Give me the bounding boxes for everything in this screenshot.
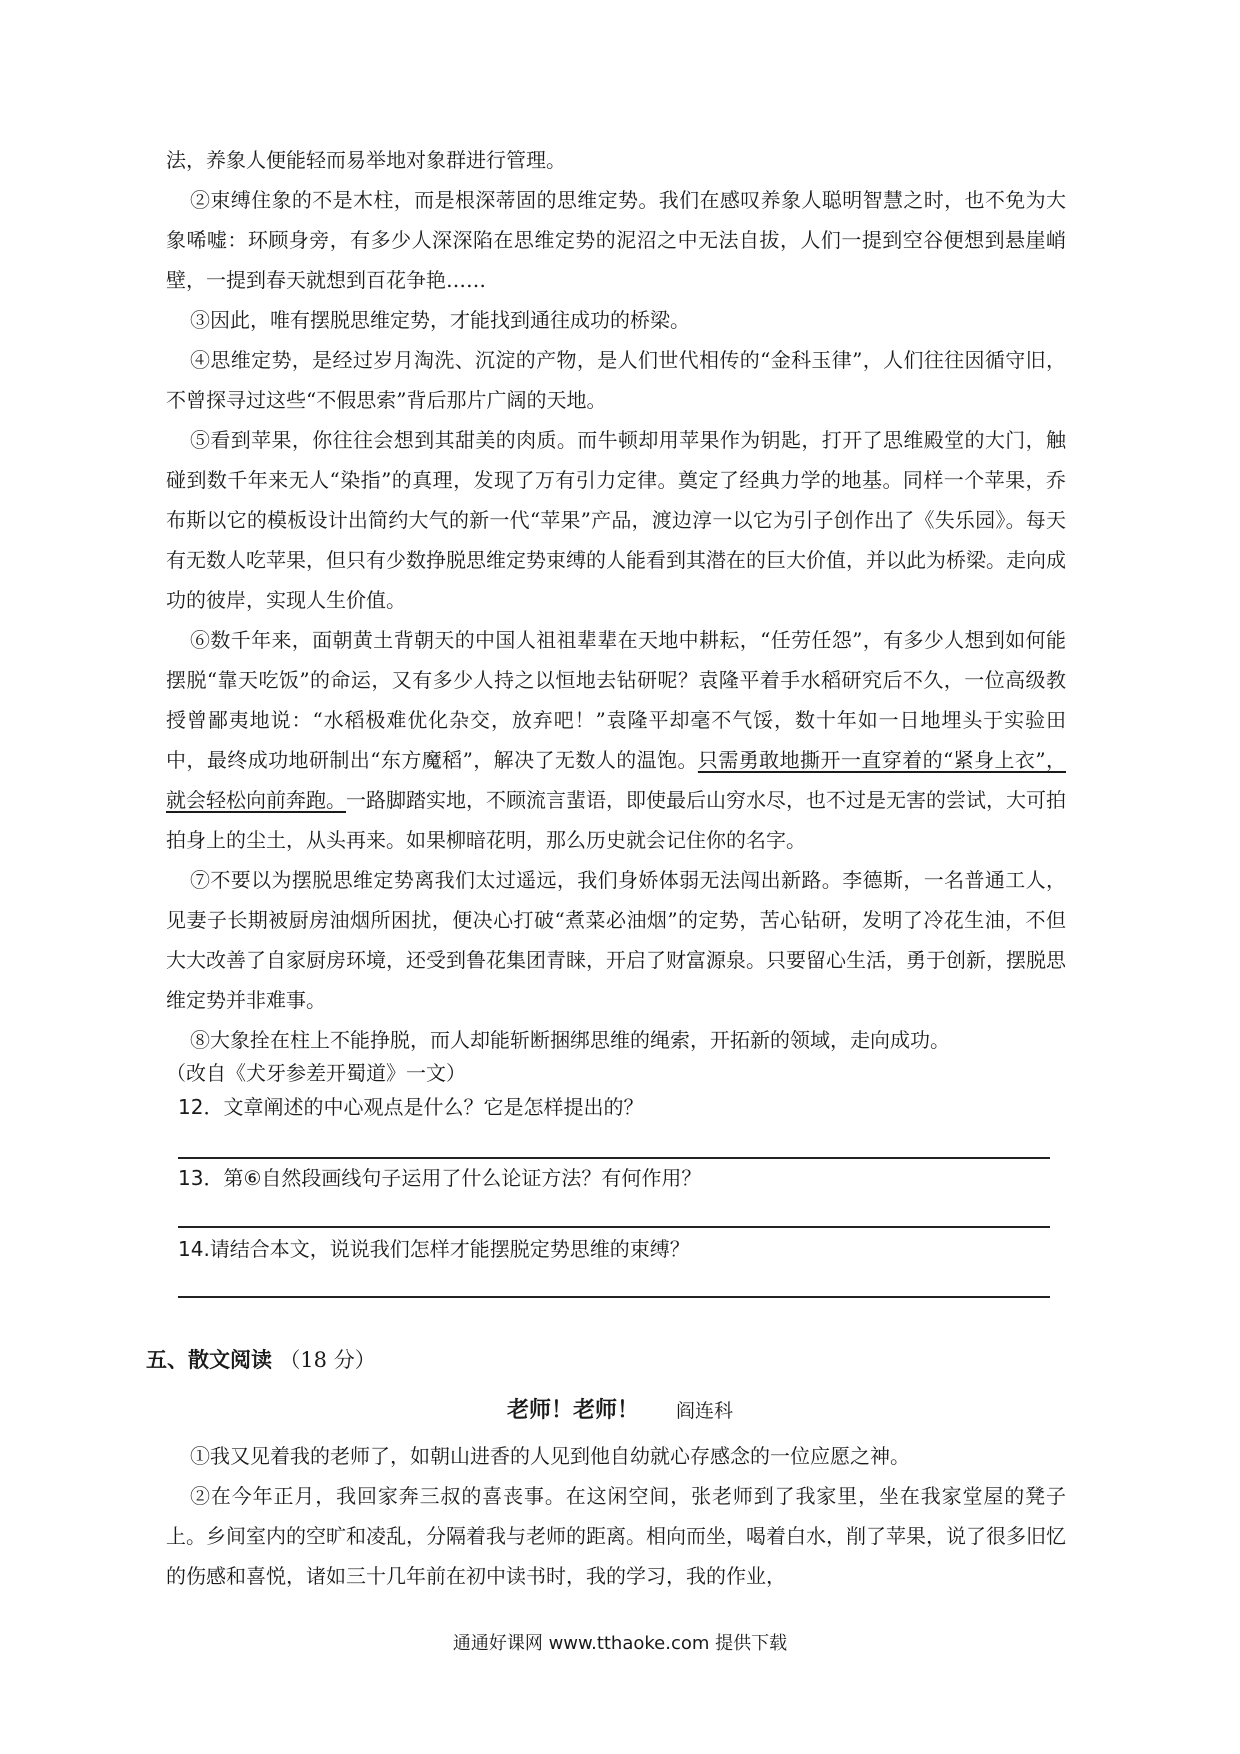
paragraph-text: ⑥数千年来，面朝黄土背朝天的中国人祖祖辈辈在天地中耕耘，“任劳任怨”，有多少人想到如何能摆脱“靠天吃饭”的命运，又有多少人持之以恒地去钻研呢？袁隆平着手水稻研究后不久，一位高级教授曾鄙夷地说：“水稻极难优化杂交，放弃吧！”袁隆平却毫不气馁，数十年如一日地埋头于实验田中，最终成功地研制出“东方魔稻”，解决了无数人的温饱。	[166, 628, 1066, 772]
section-score: （18 分）	[279, 1348, 376, 1372]
answer-line-12[interactable]	[178, 1157, 1050, 1159]
essay-author: 阎连科	[676, 1400, 734, 1422]
page-footer: 通通好课网 www.tthaoke.com 提供下载	[452, 1633, 788, 1654]
question-12: 12．文章阐述的中心观点是什么？它是怎样提出的？	[178, 1095, 644, 1119]
passage-paragraph: ②束缚住象的不是木柱，而是根深蒂固的思维定势。我们在感叹养象人聪明智慧之时，也不免为大象唏嘘：环顾身旁，有多少人深深陷在思维定势的泥沼之中无法自拔，人们一提到空谷便想到悬崖峭壁，一提到春天就想到百花争艳……	[166, 188, 1066, 292]
passage-paragraph: ③因此，唯有摆脱思维定势，才能找到通往成功的桥梁。	[190, 308, 690, 332]
passage-paragraph-6	[166, 620, 1066, 860]
essay-title-block	[0, 1394, 1240, 1428]
passage-paragraph: ⑦不要以为摆脱思维定势离我们太过遥远，我们身娇体弱无法闯出新路。李德斯，一名普通工人，见妻子长期被厨房油烟所困扰，便决心打破“煮菜必油烟”的定势，苦心钻研，发明了冷花生油，不但大大改善了自家厨房环境，还受到鲁花集团青睐，开启了财富源泉。只要留心生活，勇于创新，摆脱思维定势并非难事。	[166, 868, 1066, 1012]
section-heading	[146, 1345, 376, 1375]
essay-title: 老师！老师！	[506, 1398, 639, 1423]
passage-paragraph: ⑧大象拴在柱上不能挣脱，而人却能斩断捆绑思维的绳索，开拓新的领域，走向成功。	[190, 1028, 950, 1052]
passage-paragraph: 法，养象人便能轻而易举地对象群进行管理。	[166, 148, 566, 172]
question-13: 13．第⑥自然段画线句子运用了什么论证方法？有何作用？	[178, 1166, 702, 1190]
paragraph-text: 一路脚踏实地，不顾流言蜚语，即使最后山穷水尽，也不过是无害的尝试，大可拍拍身上的尘土，从头再来。如果柳暗花明，那么历史就会记住你的名字。	[166, 788, 1066, 852]
question-14: 14.请结合本文，说说我们怎样才能摆脱定势思维的束缚？	[178, 1237, 690, 1261]
essay-paragraph: ②在今年正月，我回家奔三叔的喜丧事。在这闲空间，张老师到了我家里，坐在我家堂屋的凳子上。乡间室内的空旷和凌乱，分隔着我与老师的距离。相向而坐，喝着白水，削了苹果，说了很多旧忆的伤感和喜悦，诸如三十几年前在初中读书时，我的学习，我的作业，	[166, 1484, 1066, 1588]
source-note: （改自《犬牙参差开蜀道》一文）	[166, 1061, 466, 1085]
section-title: 五、散文阅读	[146, 1348, 272, 1372]
passage-paragraph: ④思维定势，是经过岁月淘洗、沉淀的产物，是人们世代相传的“金科玉律”，人们往往因循守旧，不曾探寻过这些“不假思索”背后那片广阔的天地。	[166, 348, 1066, 412]
answer-line-14[interactable]	[178, 1296, 1050, 1298]
answer-line-13[interactable]	[178, 1226, 1050, 1228]
passage-paragraph: ⑤看到苹果，你往往会想到其甜美的肉质。而牛顿却用苹果作为钥匙，打开了思维殿堂的大门，触碰到数千年来无人“染指”的真理，发现了万有引力定律。奠定了经典力学的地基。同样一个苹果，乔布斯以它的模板设计出简约大气的新一代“苹果”产品，渡边淳一以它为引子创作出了《失乐园》。每天有无数人吃苹果，但只有少数挣脱思维定势束缚的人能看到其潜在的巨大价值，并以此为桥梁。走向成功的彼岸，实现人生价值。	[166, 428, 1066, 612]
essay-paragraph: ①我又见着我的老师了，如朝山进香的人见到他自幼就心存感念的一位应愿之神。	[190, 1444, 910, 1468]
underlined-sentence: 只需勇敢地撕开一直穿着的“紧身上衣”，就会轻松向前奔跑。	[166, 748, 1066, 812]
